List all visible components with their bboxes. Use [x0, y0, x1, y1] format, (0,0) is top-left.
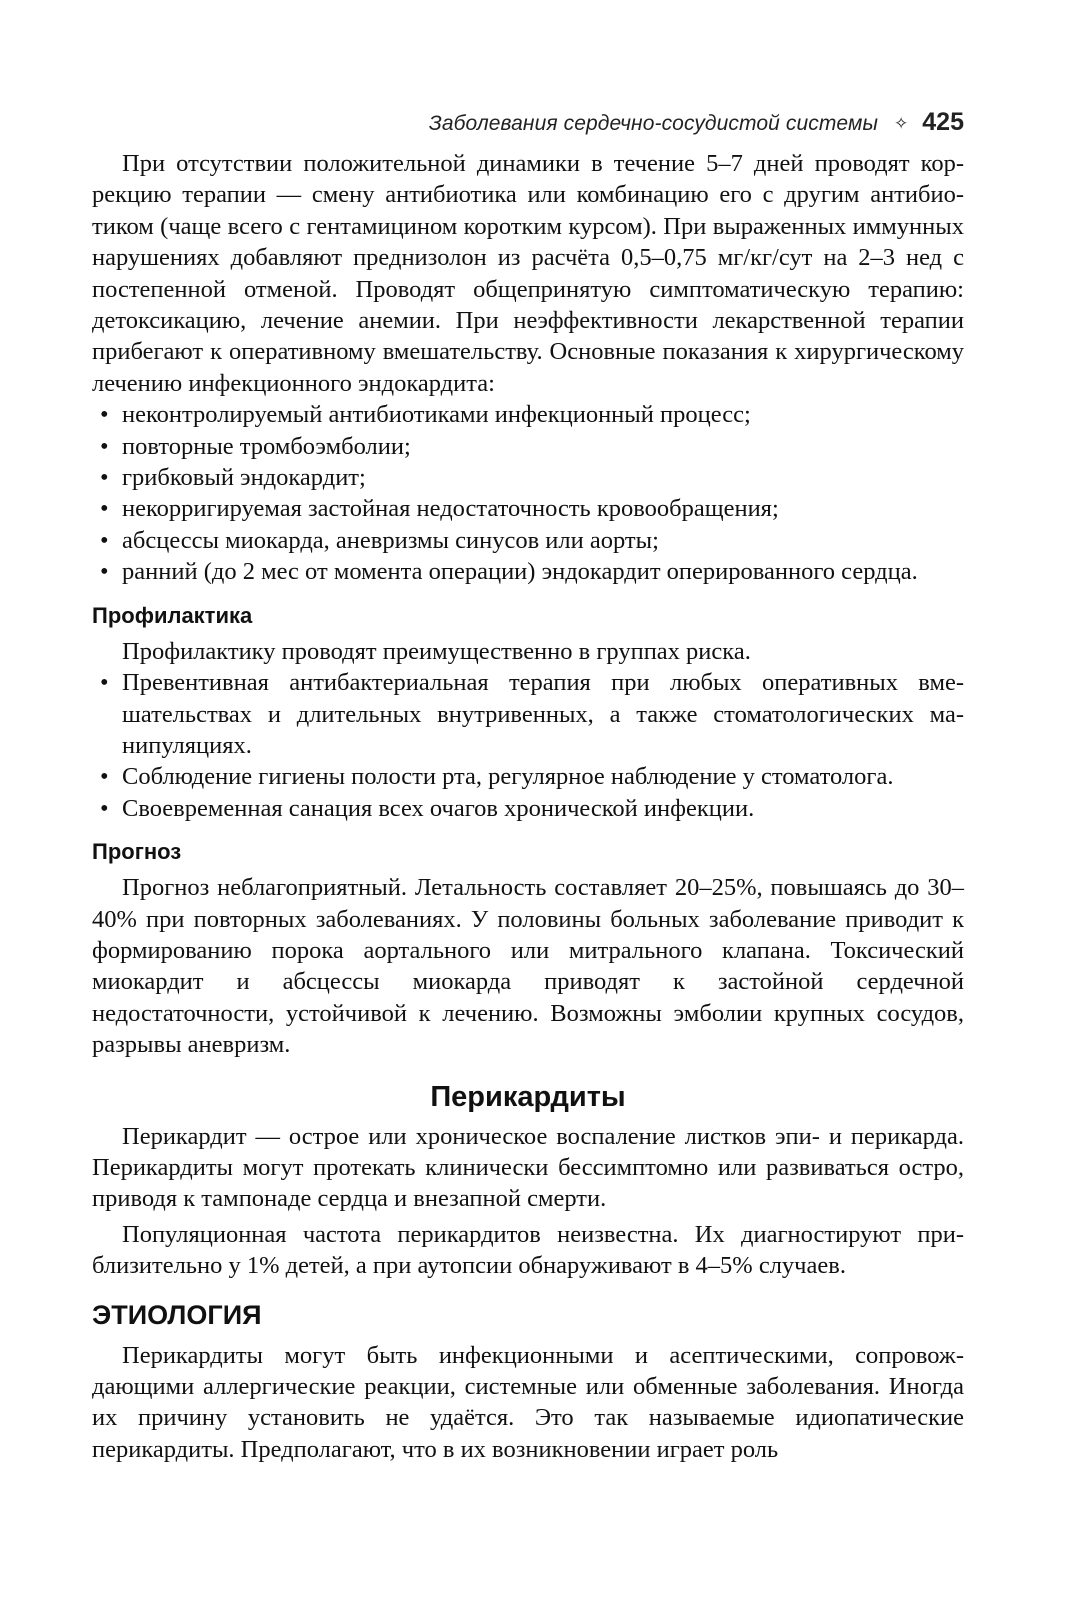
pericarditis-section-title: Перикардиты: [430, 1080, 626, 1113]
intro-paragraph: При отсутствии положительной динамики в течение 5–7 дней проводят коррекцию терапии — смену антибиотика или комбинацию его с другим антибиотиком (чаще всего с гентамицином коротким курсом). При выраженных иммунных нарушениях добавляют преднизолон из расчёта 0,5–0,75 мг/кг/сут на 2–3 нед с постепенной отменой. Проводят общепринятую симптоматическую терапию: детоксикацию, лечение анемии. При неэффективности лекарственной терапии прибегают к оперативному вмешательству. Основные показания к хирургическому лечению инфекционного эндокардита:: [92, 150, 964, 397]
book-page: [92, 108, 964, 1465]
etiology-paragraph: Перикардиты могут быть инфекционными и асептическими, сопровождающими аллергические реакции, системные или обменные заболевания. Иногда их причину установить не удаётся. Это так называемые идиопатические перикардиты. Предполагают, что в их возникновении играет роль: [92, 1341, 964, 1463]
list-item: • абсцессы миокарда, аневризмы синусов или аорты;: [92, 525, 964, 556]
pericarditis-definition-paragraph: Перикардит — острое или хроническое воспаление листков эпи- и перикарда. Перикардиты могут протекать клинически бессимптомно или развиваться остро, приводя к тампонаде сердца и внезапной смерти.: [92, 1122, 964, 1213]
running-header: [92, 108, 964, 148]
prophylaxis-list: [92, 667, 964, 824]
page-number: 425: [922, 108, 964, 136]
prophylaxis-lead: Профилактику проводят преимущественно в группах риска.: [122, 637, 751, 665]
list-item: • Соблюдение гигиены полости рта, регулярное наблюдение у стоматолога.: [92, 761, 964, 792]
surgery-indications-list: [92, 399, 964, 587]
list-item: • Своевременная санация всех очагов хронической инфекции.: [92, 793, 964, 824]
list-item: • грибковый эндокардит;: [92, 462, 964, 493]
list-item: • некорригируемая застойная недостаточность кровообращения;: [92, 493, 964, 524]
list-item: • неконтролируемый антибиотиками инфекционный процесс;: [92, 399, 964, 430]
prognosis-paragraph: Прогноз неблагоприятный. Летальность составляет 20–25%, повышаясь до 30–40% при повторных заболеваниях. У половины больных заболевание приводит к формированию порока аортального или митрального клапана. Токсический миокардит и абсцессы миокарда приводят к застойной сердечной недостаточности, устойчивой к лечению. Возможны эмболии крупных сосудов, разрывы аневризм.: [92, 874, 964, 1059]
diamond-ornament-icon: ✧: [894, 114, 909, 133]
pericarditis-frequency-paragraph: Популяционная частота перикардитов неизвестна. Их диагностируют приблизительно у 1% детей, а при аутопсии обнаруживают в 4–5% случаев.: [92, 1220, 964, 1280]
running-header-title: Заболевания сердечно-сосудистой системы: [428, 112, 879, 135]
list-item: • повторные тромбоэмболии;: [92, 431, 964, 462]
prophylaxis-heading: Профилактика: [92, 602, 253, 628]
etiology-heading: ЭТИОЛОГИЯ: [92, 1299, 262, 1330]
prognosis-heading: Прогноз: [92, 839, 182, 865]
list-item: • Превентивная антибактериальная терапия при любых оперативных вмешательствах и длительных внутривенных, а также стоматологических манипуляциях.: [92, 667, 964, 761]
list-item: • ранний (до 2 мес от момента операции) эндокардит оперированного сердца.: [92, 556, 964, 587]
